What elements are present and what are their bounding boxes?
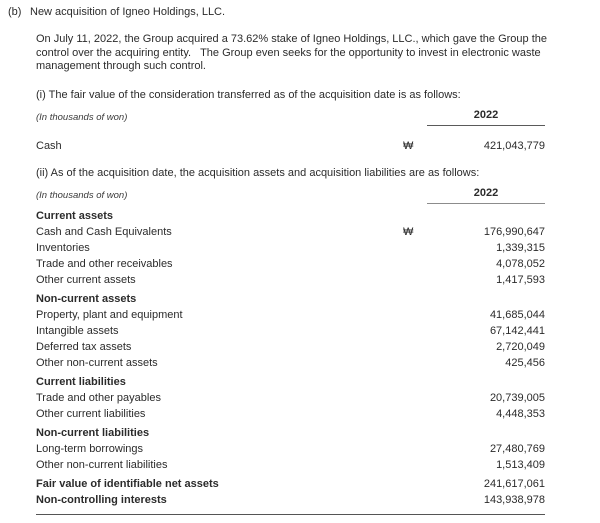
row-label: Cash (36, 139, 62, 152)
row-label: Current assets (36, 209, 114, 222)
net-assets-table (36, 187, 545, 515)
row-label: Current liabilities (36, 375, 126, 388)
row-label: Other current assets (36, 273, 136, 286)
row-label: Non-current liabilities (36, 426, 150, 439)
table-row (36, 390, 545, 406)
currency-symbol (389, 355, 427, 371)
currency-symbol (389, 323, 427, 339)
row-value: 4,078,052 (496, 257, 545, 270)
note-title: New acquisition of Igneo Holdings, LLC. (30, 6, 226, 18)
table-row (36, 339, 545, 355)
currency-symbol (389, 425, 427, 441)
note-heading (8, 6, 600, 19)
subcaption-net-assets: (ii) As of the acquisition date, the acquisition assets and acquisition liabilities are as follows: (36, 166, 480, 179)
row-value: 176,990,647 (483, 225, 545, 238)
table-section-row (36, 208, 545, 224)
row-value: 143,938,978 (483, 493, 545, 506)
currency-symbol (389, 476, 427, 492)
row-value (427, 374, 545, 390)
row-label: Deferred tax assets (36, 340, 132, 353)
row-value: 421,043,779 (483, 139, 545, 152)
table-header (36, 109, 545, 126)
row-value: 2,720,049 (496, 340, 545, 353)
currency-symbol (389, 406, 427, 422)
table-row (36, 307, 545, 323)
currency-symbol (389, 390, 427, 406)
row-label: Cash and Cash Equivalents (36, 225, 172, 238)
row-value: 27,480,769 (489, 442, 545, 455)
currency-symbol (389, 339, 427, 355)
intro-paragraph (36, 33, 600, 74)
unit-note: (In thousands of won) (36, 189, 128, 201)
year-header: 2022 (427, 187, 545, 204)
row-label: Intangible assets (36, 324, 119, 337)
row-value: 1,513,409 (496, 458, 545, 471)
row-label: Other non-current assets (36, 356, 158, 369)
table-row (36, 473, 545, 492)
row-label: Non-current assets (36, 292, 137, 305)
row-label: Trade and other payables (36, 391, 161, 404)
consideration-table (36, 109, 545, 154)
table-row (36, 138, 545, 154)
year-header: 2022 (427, 109, 545, 126)
row-label: Fair value of identifiable net assets (36, 477, 219, 490)
row-value (427, 208, 545, 224)
table-row (36, 441, 545, 457)
row-value: 241,617,061 (483, 477, 545, 490)
paragraph-line: control over the acquiring entity. The Group even seeks for the opportunity to invest in electronic waste (36, 46, 541, 59)
currency-symbol (389, 307, 427, 323)
currency-symbol (389, 441, 427, 457)
financial-note-page (0, 6, 600, 523)
row-value: 1,417,593 (496, 273, 545, 286)
table-body (36, 138, 545, 154)
paragraph-line: management through such control. (36, 60, 206, 72)
unit-note: (In thousands of won) (36, 111, 128, 123)
table-row (36, 224, 545, 240)
currency-symbol (389, 256, 427, 272)
row-value (427, 291, 545, 307)
currency-symbol (389, 492, 427, 508)
table-section-row (36, 288, 545, 307)
table-row (36, 457, 545, 473)
currency-symbol: ₩ (403, 139, 414, 152)
row-value: 4,448,353 (496, 407, 545, 420)
row-value (427, 425, 545, 441)
note-index: (b) (8, 6, 22, 18)
currency-symbol (389, 272, 427, 288)
currency-symbol (389, 291, 427, 307)
table-row (36, 240, 545, 256)
table-row (36, 406, 545, 422)
row-value: 1,339,315 (496, 241, 545, 254)
row-label: Other non-current liabilities (36, 458, 168, 471)
row-label: Other current liabilities (36, 407, 146, 420)
row-label: Property, plant and equipment (36, 308, 183, 321)
table-row (36, 492, 545, 508)
row-label: Inventories (36, 241, 90, 254)
table-section-row (36, 371, 545, 390)
table-body (36, 208, 545, 515)
row-value: 425,456 (505, 356, 545, 369)
subcaption-consideration: (i) The fair value of the consideration transferred as of the acquisition date is as follows: (36, 88, 461, 101)
currency-symbol (389, 374, 427, 390)
currency-symbol (389, 240, 427, 256)
row-label: Long-term borrowings (36, 442, 143, 455)
row-value: 20,739,005 (489, 391, 545, 404)
table-header (36, 187, 545, 204)
row-value: 41,685,044 (489, 308, 545, 321)
table-row (36, 355, 545, 371)
row-label: Non-controlling interests (36, 493, 167, 506)
table-section-row (36, 422, 545, 441)
row-value: 67,142,441 (489, 324, 545, 337)
paragraph-line: On July 11, 2022, the Group acquired a 73.62% stake of Igneo Holdings, LLC., which gave the Group the (36, 33, 548, 45)
table-row (36, 272, 545, 288)
currency-symbol: ₩ (403, 225, 414, 238)
currency-symbol (389, 208, 427, 224)
table-row (36, 256, 545, 272)
currency-symbol (389, 457, 427, 473)
table-row (36, 323, 545, 339)
row-label: Trade and other receivables (36, 257, 173, 270)
